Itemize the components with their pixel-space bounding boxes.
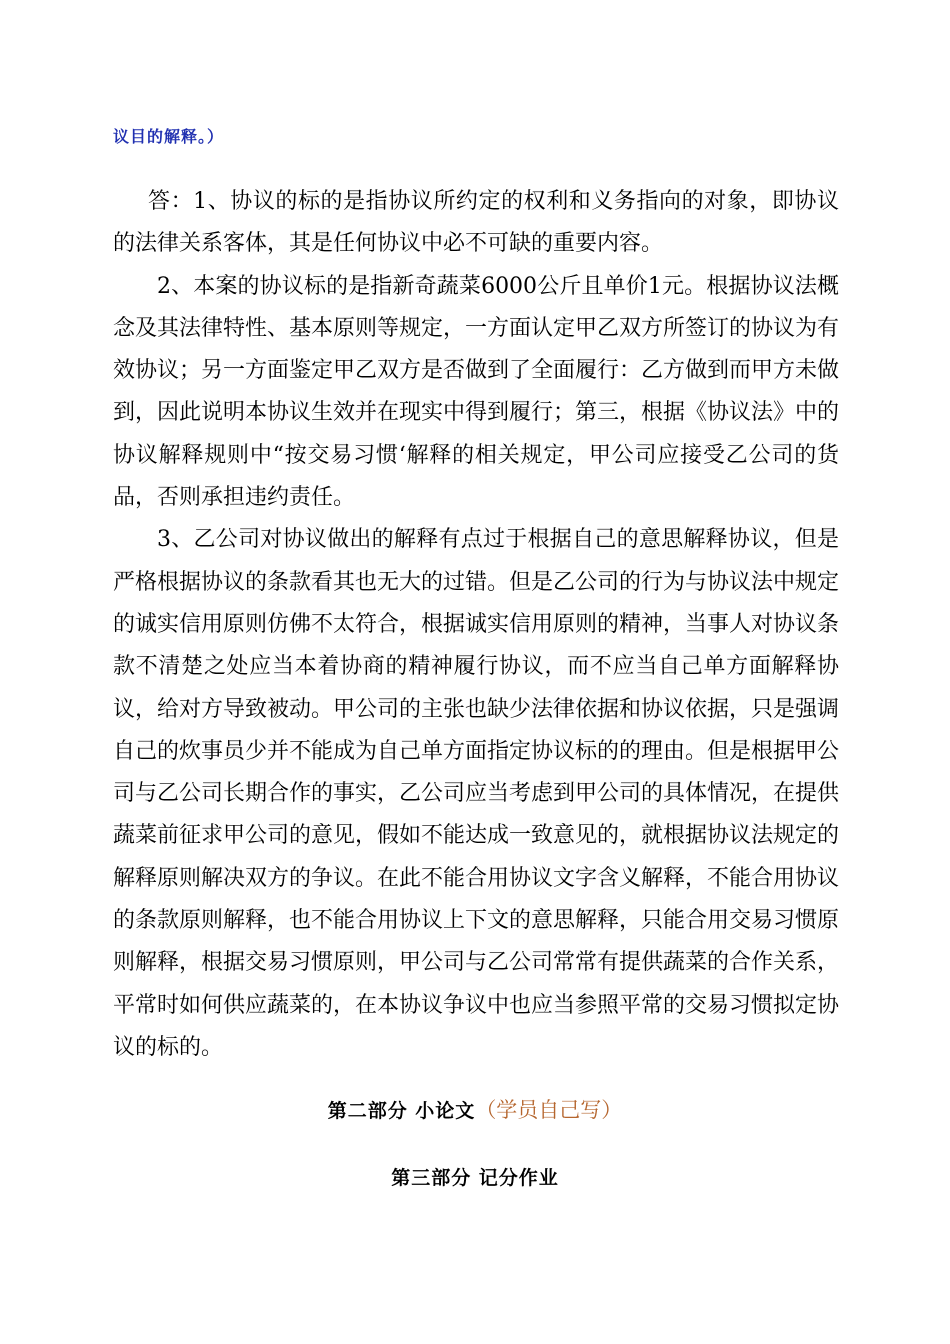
answer-paragraph-1: 答：1、协议的标的是指协议所约定的权利和义务指向的对象，即协议的法律关系客体，其是任何协议中必不可缺的重要内容。 bbox=[113, 189, 839, 257]
part2-note: （学员自己写） bbox=[475, 1098, 623, 1122]
answer-paragraph-2: 2、本案的协议标的是指新奇蔬菜6000公斤且单价1元。根据协议法概念及其法律特性、基本原则等规定，一方面认定甲乙双方所签订的协议为有效协议；另一方面鉴定甲乙双方是否做到了全面履行：乙方做到而甲方未做到，因此说明本协议生效并在现实中得到履行；第三，根据《协议法》中的协议解释规则中“按交易习惯‘解释的相关规定，甲公司应接受乙公司的货品，否则承担违约责任。 bbox=[113, 273, 840, 511]
part2-heading bbox=[0, 1094, 950, 1124]
answer-body bbox=[113, 181, 839, 1069]
answer-paragraph-3: 3、乙公司对协议做出的解释有点过于根据自己的意思解释协议，但是严格根据协议的条款看其也无大的过错。但是乙公司的行为与协议法中规定的诚实信用原则仿佛不太符合，根据诚实信用原则的精神，当事人对协议条款不清楚之处应当本着协商的精神履行协议，而不应当自己单方面解释协议，给对方导致被动。甲公司的主张也缺少法律依据和协议依据，只是强调自己的炊事员少并不能成为自己单方面指定协议标的的理由。但是根据甲公司与乙公司长期合作的事实，乙公司应当考虑到甲公司的具体情况，在提供蔬菜前征求甲公司的意见，假如不能达成一致意见的，就根据协议法规定的解释原则解决双方的争议。在此不能合用协议文字含义解释，不能合用协议的条款原则解释，也不能合用协议上下文的意思解释，只能合用交易习惯原则解释，根据交易习惯原则，甲公司与乙公司常常有提供蔬菜的合作关系，平常时如何供应蔬菜的，在本协议争议中也应当参照平常的交易习惯拟定协议的标的。 bbox=[113, 527, 840, 1060]
part2-title: 第二部分 小论文 bbox=[327, 1100, 476, 1122]
part3-title: 第三部分 记分作业 bbox=[391, 1167, 559, 1189]
continued-note: 议目的解释。） bbox=[113, 127, 225, 146]
part3-heading bbox=[0, 1163, 950, 1190]
